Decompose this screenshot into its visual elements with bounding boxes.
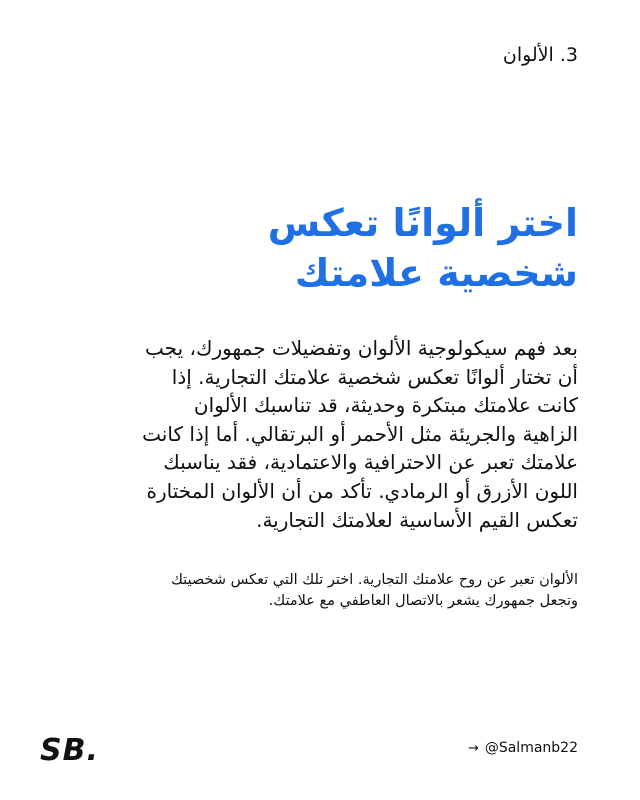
body-line: أن تختار ألوانًا تعكس شخصية علامتك التجارية. إذا [171, 364, 578, 389]
body-line: الزاهية والجريئة مثل الأحمر أو البرتقالي. أما إذا كانت [142, 421, 578, 446]
handle-text: @Salmanb22 [484, 740, 578, 756]
body-line: علامتك تعبر عن الاحترافية والاعتمادية، فقد يناسبك [163, 450, 578, 475]
arrow-right-icon: → [467, 740, 479, 756]
note-line: وتجعل جمهورك يشعر بالاتصال العاطفي مع علامتك. [268, 593, 578, 609]
body-line: تعكس القيم الأساسية لعلامتك التجارية. [256, 507, 578, 532]
section-label: 3. الألوان [502, 44, 578, 66]
headline-line-2: شخصية علامتك [294, 251, 578, 295]
headline-line-1: اختر ألوانًا تعكس [267, 201, 578, 245]
body-line: اللون الأزرق أو الرمادي. تأكد من أن الألوان المختارة [146, 478, 578, 503]
brand-logo: SB. [40, 733, 99, 768]
headline [268, 198, 578, 298]
body-line: بعد فهم سيكولوجية الألوان وتفضيلات جمهورك، يجب [145, 336, 578, 360]
note-line: الألوان تعبر عن روح علامتك التجارية. اختر تلك التي تعكس شخصيتك [170, 572, 578, 588]
note-paragraph [170, 570, 578, 612]
body-paragraph [108, 334, 578, 534]
social-handle-link[interactable] [468, 740, 578, 756]
body-line: كانت علامتك مبتكرة وحديثة، قد تناسبك الألوان [193, 393, 578, 418]
